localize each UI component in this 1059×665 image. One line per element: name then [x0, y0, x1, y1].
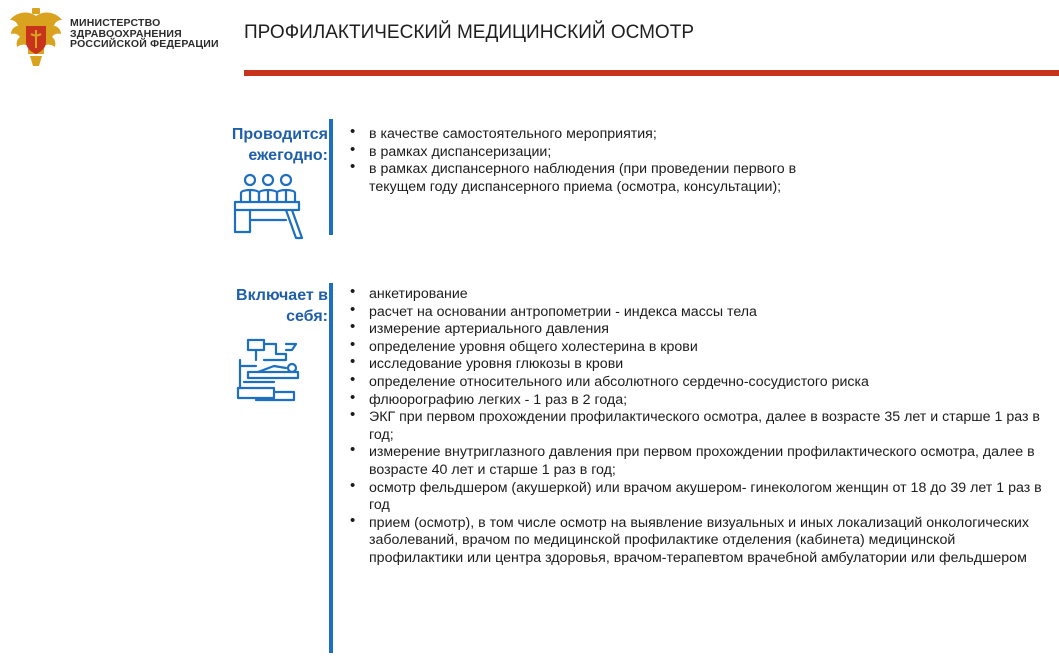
doctors-consultation-icon	[232, 172, 304, 240]
list-item: • в рамках диспансеризации;	[343, 144, 843, 162]
ministry-name-line-2: ЗДРАВООХРАНЕНИЯ	[70, 27, 182, 40]
list-item: • определение уровня общего холестерина в крови	[343, 339, 1053, 357]
section-label-line: Включает в	[236, 287, 328, 304]
ministry-name-line-1: МИНИСТЕРСТВО	[70, 17, 161, 29]
section-label-line: ежегодно:	[248, 147, 328, 164]
section-divider-bar	[329, 119, 333, 235]
list-item: • определение относительного или абсолютного сердечно-сосудистого риска	[343, 374, 1053, 392]
section-label-line: Проводится	[231, 126, 328, 143]
list-item: • прием (осмотр), в том числе осмотр на выявление визуальных и иных локализаций онкологических заболеваний, врачом по медицинской профилактике отделения (кабинета) медицинской профилактики или центра здоровья, врачом-терапевтом врачебной амбулатории или фельдшером	[343, 515, 1053, 568]
list-item: • в рамках диспансерного наблюдения (при проведении первого в текущем году диспансерного приема (осмотра, консультации);	[343, 161, 843, 196]
list-item: • измерение внутриглазного давления при первом прохождении профилактического осмотра, далее в возрасте 40 лет и старше 1 раз в год;	[343, 444, 1053, 479]
section-label-annual	[188, 124, 328, 166]
ministry-name-line-3: РОССИЙСКОЙ ФЕДЕРАЦИИ	[70, 38, 219, 50]
medical-scanner-icon	[234, 338, 304, 404]
list-item: • флюорографию легких - 1 раз в 2 года;	[343, 392, 1053, 410]
list-item: • измерение артериального давления	[343, 321, 1053, 339]
list-item: • расчет на основании антропометрии - индекса массы тела	[343, 304, 1053, 322]
list-item: • в качестве самостоятельного мероприятия;	[343, 126, 843, 144]
ministry-name	[70, 18, 219, 50]
list-item: • исследование уровня глюкозы в крови	[343, 356, 1053, 374]
section-label-line: себя:	[286, 308, 328, 325]
examination-includes-list	[343, 286, 1053, 568]
section-label-includes	[188, 285, 328, 327]
header-accent-rule	[244, 70, 1059, 76]
list-item: • анкетирование	[343, 286, 1053, 304]
list-item: • ЭКГ при первом прохождении профилактического осмотра, далее в возрасте 35 лет и старше 1 раз в год;	[343, 409, 1053, 444]
section-divider-bar	[329, 283, 333, 653]
page-title: ПРОФИЛАКТИЧЕСКИЙ МЕДИЦИНСКИЙ ОСМОТР	[244, 22, 694, 43]
list-item: • осмотр фельдшером (акушеркой) или врачом акушером- гинекологом женщин от 18 до 39 лет 1 раз в год	[343, 480, 1053, 515]
annual-conditions-list	[343, 126, 843, 196]
double-headed-eagle-emblem-icon	[8, 6, 64, 68]
